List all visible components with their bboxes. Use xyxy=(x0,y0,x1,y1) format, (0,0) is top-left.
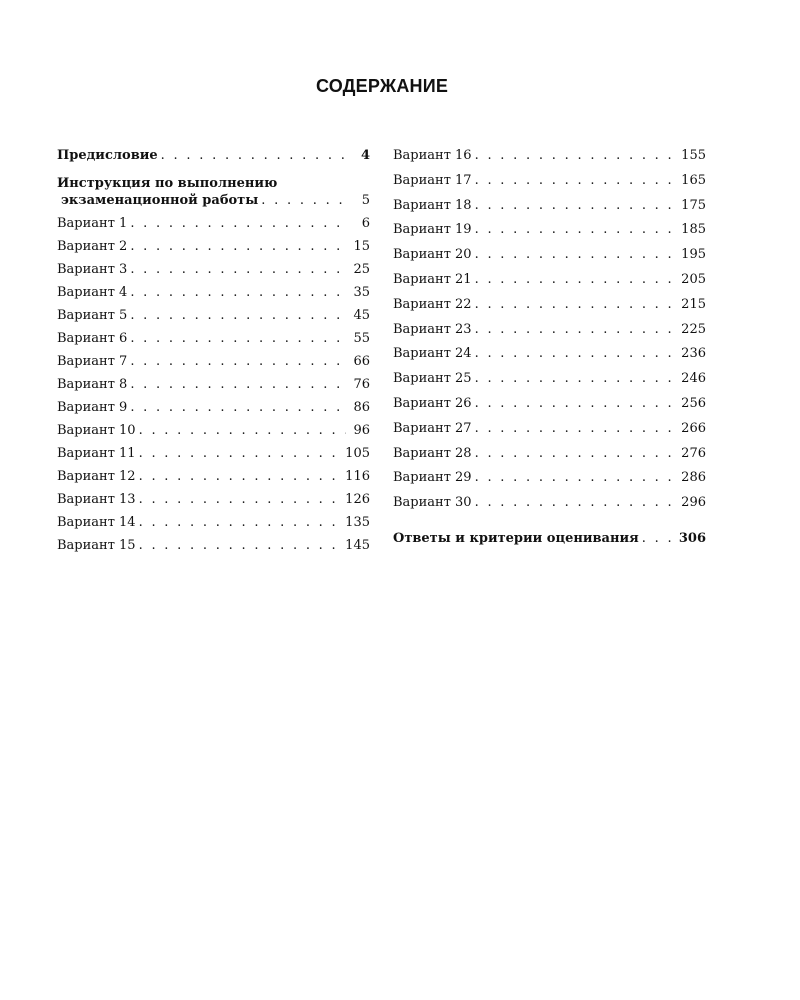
toc-entry-page: 55 xyxy=(353,331,370,346)
toc-entry-page: 266 xyxy=(681,420,706,436)
dot-leader xyxy=(139,445,342,462)
dot-leader xyxy=(475,395,678,412)
toc-entry-label: Вариант 14 xyxy=(57,515,136,530)
toc-entry-label-line1: Инструкция по выполнению xyxy=(57,176,278,191)
toc-entry-instruction[interactable] xyxy=(57,175,370,209)
toc-entry-page: 165 xyxy=(681,172,706,188)
toc-entry-label: Вариант 11 xyxy=(57,446,136,461)
toc-entry-page: 76 xyxy=(353,377,370,392)
toc-entry-label: Вариант 9 xyxy=(57,400,128,415)
toc-entry-variant[interactable] xyxy=(393,219,706,244)
toc-entry-label: Вариант 27 xyxy=(393,420,472,436)
toc-entry-variant[interactable] xyxy=(57,535,370,558)
toc-entry-variant[interactable] xyxy=(57,374,370,397)
toc-entry-variant[interactable] xyxy=(57,512,370,535)
toc-entry-label: Вариант 19 xyxy=(393,222,472,238)
toc-entry-page: 86 xyxy=(353,400,370,415)
toc-entry-page: 126 xyxy=(345,492,370,507)
toc-entry-page: 4 xyxy=(360,148,370,163)
toc-entry-page: 256 xyxy=(681,395,706,411)
toc-entry-variant[interactable] xyxy=(57,489,370,512)
dot-leader xyxy=(139,514,342,531)
toc-entry-variant[interactable] xyxy=(57,282,370,305)
toc-entry-page: 35 xyxy=(353,285,370,300)
dot-leader xyxy=(475,494,678,511)
toc-entry-page: 276 xyxy=(681,445,706,461)
toc-entry-label: Предисловие xyxy=(57,148,158,163)
toc-entry-variant[interactable] xyxy=(57,236,370,259)
dot-leader xyxy=(475,271,678,288)
toc-entry-label: Вариант 23 xyxy=(393,321,472,337)
toc-entry-variant[interactable] xyxy=(393,170,706,195)
toc-variant-list-left xyxy=(57,213,370,558)
toc-column-right xyxy=(393,145,706,553)
toc-entry-page: 25 xyxy=(353,262,370,277)
dot-leader xyxy=(475,147,678,164)
toc-entry-page: 105 xyxy=(345,446,370,461)
toc-entry-label: Вариант 22 xyxy=(393,296,472,312)
dot-leader xyxy=(139,422,346,439)
toc-entry-variant[interactable] xyxy=(57,351,370,374)
toc-entry-variant[interactable] xyxy=(57,213,370,236)
toc-entry-page: 246 xyxy=(681,371,706,387)
toc-entry-label: Вариант 18 xyxy=(393,197,472,213)
toc-entry-page: 66 xyxy=(353,354,370,369)
toc-entry-variant[interactable] xyxy=(57,305,370,328)
toc-entry-variant[interactable] xyxy=(57,328,370,351)
dot-leader xyxy=(130,238,346,255)
dot-leader xyxy=(475,345,678,362)
toc-entry-label: Вариант 25 xyxy=(393,371,472,387)
toc-entry-label: Вариант 7 xyxy=(57,354,128,369)
toc-entry-page: 205 xyxy=(681,271,706,287)
toc-entry-label: Вариант 13 xyxy=(57,492,136,507)
dot-leader xyxy=(130,284,346,301)
toc-entry-variant[interactable] xyxy=(393,319,706,344)
page-title: СОДЕРЖАНИЕ xyxy=(315,76,449,96)
toc-entry-label: Вариант 28 xyxy=(393,445,472,461)
toc-entry-label: Вариант 29 xyxy=(393,470,472,486)
toc-entry-page: 116 xyxy=(345,469,370,484)
dot-leader xyxy=(475,420,678,437)
toc-entry-variant[interactable] xyxy=(57,259,370,282)
dot-leader xyxy=(139,468,342,485)
toc-entry-variant[interactable] xyxy=(393,492,706,517)
toc-entry-page: 145 xyxy=(345,538,370,553)
toc-entry-page: 236 xyxy=(681,346,706,362)
toc-entry-page: 155 xyxy=(681,148,706,163)
dot-leader xyxy=(475,445,678,462)
toc-entry-preface[interactable] xyxy=(57,145,370,168)
toc-entry-label: Вариант 26 xyxy=(393,395,472,411)
toc-entry-page: 306 xyxy=(678,530,706,546)
toc-entry-label: Вариант 24 xyxy=(393,346,472,362)
toc-entry-variant[interactable] xyxy=(393,269,706,294)
toc-variant-list-right xyxy=(393,145,706,517)
toc-entry-label-line2: экзаменационной работы xyxy=(61,193,259,208)
toc-entry-label: Вариант 1 xyxy=(57,216,128,231)
toc-entry-label: Вариант 3 xyxy=(57,262,128,277)
dot-leader xyxy=(475,172,678,189)
toc-entry-page: 96 xyxy=(353,423,370,438)
dot-leader xyxy=(130,261,346,278)
dot-leader xyxy=(130,376,346,393)
toc-entry-variant[interactable] xyxy=(57,397,370,420)
toc-entry-page: 215 xyxy=(681,296,706,312)
toc-entry-label: Вариант 16 xyxy=(393,148,472,163)
toc-entry-variant[interactable] xyxy=(393,343,706,368)
toc-entry-variant[interactable] xyxy=(393,294,706,319)
dot-leader xyxy=(475,321,678,338)
toc-entry-label: Вариант 5 xyxy=(57,308,128,323)
toc-entry-label: Вариант 10 xyxy=(57,423,136,438)
toc-entry-variant[interactable] xyxy=(57,466,370,489)
dot-leader xyxy=(130,330,346,347)
toc-entry-page: 175 xyxy=(681,197,706,213)
dot-leader xyxy=(139,537,342,554)
toc-entry-label: Вариант 12 xyxy=(57,469,136,484)
dot-leader xyxy=(475,221,678,238)
dot-leader xyxy=(475,197,678,214)
toc-entry-page: 135 xyxy=(345,515,370,530)
toc-entry-variant[interactable] xyxy=(393,195,706,220)
dot-leader xyxy=(161,147,346,164)
toc-entry-label: Вариант 4 xyxy=(57,285,128,300)
toc-entry-label: Вариант 20 xyxy=(393,247,472,263)
toc-entry-page: 195 xyxy=(681,247,706,263)
toc-entry-label: Вариант 21 xyxy=(393,271,472,287)
toc-entry-label: Вариант 17 xyxy=(393,172,472,188)
dot-leader xyxy=(130,307,346,324)
toc-entry-variant[interactable] xyxy=(393,368,706,393)
toc-entry-variant[interactable] xyxy=(393,467,706,492)
toc-entry-label: Вариант 6 xyxy=(57,331,128,346)
toc-entry-label: Вариант 2 xyxy=(57,239,128,254)
dot-leader xyxy=(139,491,342,508)
toc-entry-page: 286 xyxy=(681,470,706,486)
toc-entry-page: 5 xyxy=(361,193,370,208)
toc-entry-variant[interactable] xyxy=(57,420,370,443)
toc-entry-label: Вариант 8 xyxy=(57,377,128,392)
toc-entry-variant[interactable] xyxy=(393,393,706,418)
toc-entry-page: 225 xyxy=(681,321,706,337)
toc-entry-page: 15 xyxy=(353,239,370,254)
toc-entry-page: 6 xyxy=(361,216,370,231)
dot-leader xyxy=(642,530,675,547)
toc-entry-variant[interactable] xyxy=(393,443,706,468)
toc-entry-label: Вариант 15 xyxy=(57,538,136,553)
toc-entry-answers[interactable] xyxy=(393,528,706,553)
toc-entry-variant[interactable] xyxy=(393,244,706,269)
dot-leader xyxy=(475,370,678,387)
toc-entry-page: 185 xyxy=(681,222,706,238)
dot-leader xyxy=(261,192,346,209)
toc-entry-page: 296 xyxy=(681,495,706,511)
toc-entry-variant[interactable] xyxy=(393,145,706,170)
dot-leader xyxy=(475,246,678,263)
dot-leader xyxy=(130,353,346,370)
dot-leader xyxy=(475,469,678,486)
toc-entry-variant[interactable] xyxy=(393,418,706,443)
dot-leader xyxy=(475,296,678,313)
toc-entry-label: Вариант 30 xyxy=(393,495,472,511)
toc-column-left xyxy=(57,145,370,558)
dot-leader xyxy=(130,399,346,416)
toc-entry-page: 45 xyxy=(353,308,370,323)
dot-leader xyxy=(130,215,346,232)
toc-entry-label: Ответы и критерии оценивания xyxy=(393,530,639,546)
toc-entry-variant[interactable] xyxy=(57,443,370,466)
